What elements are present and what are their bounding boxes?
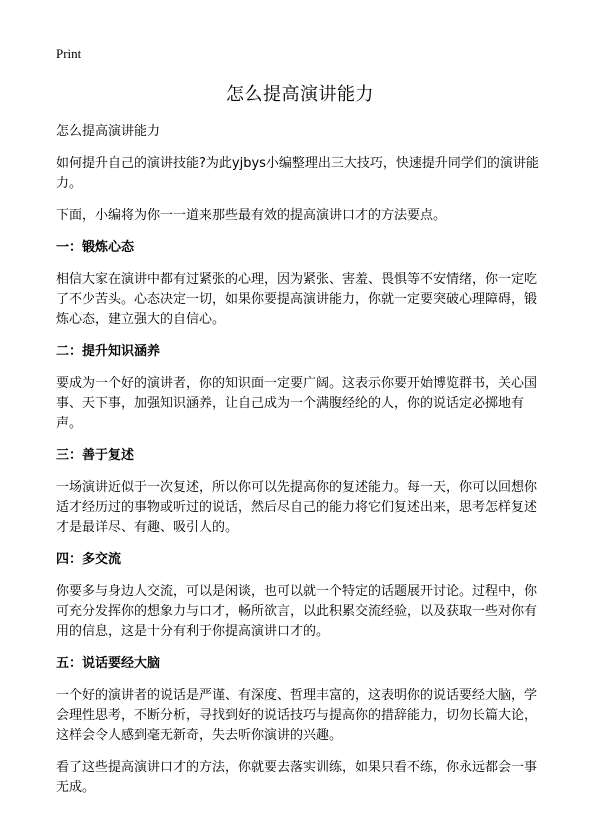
section-heading: 三：善于复述 bbox=[56, 448, 135, 463]
section-paragraph: 要成为一个好的演讲者，你的知识面一定要广阔。这表示你要开始博览群书，关心国事、天下事，加强知识涵养，让自己成为一个满腹经纶的人，你的说话定必掷地有声。 bbox=[56, 376, 538, 431]
print-link[interactable]: Print bbox=[56, 46, 82, 61]
page-title: 怎么提高演讲能力 bbox=[226, 84, 374, 105]
article-body bbox=[56, 122, 548, 810]
intro-paragraph: 下面，小编将为你一一道来那些最有效的提高演讲口才的方法要点。 bbox=[56, 208, 447, 223]
intro-paragraph: 如何提升自己的演讲技能?为此yjbys小编整理出三大技巧，快速提升同学们的演讲能力。 bbox=[56, 156, 539, 191]
section-paragraph: 你要多与身边人交流，可以是闲谈，也可以就一个特定的话题展开讨论。过程中，你可充分发挥你的想象力与口才，畅所欲言，以此积累交流经验，以及获取一些对你有用的信息，这是十分有利于你提高演讲口才的。 bbox=[56, 584, 538, 639]
section-heading: 一：锻炼心态 bbox=[56, 240, 135, 255]
conclusion-paragraph: 看了这些提高演讲口才的方法，你就要去落实训练，如果只看不练，你永远都会一事无成。 bbox=[56, 760, 538, 795]
article-subtitle: 怎么提高演讲能力 bbox=[56, 124, 161, 139]
section-paragraph: 相信大家在演讲中都有过紧张的心理，因为紧张、害羞、畏惧等不安情绪，你一定吃了不少苦头。心态决定一切，如果你要提高演讲能力，你就一定要突破心理障碍，锻炼心态，建立强大的自信心。 bbox=[56, 272, 538, 327]
section-paragraph: 一场演讲近似于一次复述，所以你可以先提高你的复述能力。每一天，你可以回想你适才经历过的事物或听过的说话，然后尽自己的能力将它们复述出来，思考怎样复述才是最详尽、有趣、吸引人的。 bbox=[56, 480, 538, 535]
section-heading: 二：提升知识涵养 bbox=[56, 344, 161, 359]
section-paragraph: 一个好的演讲者的说话是严谨、有深度、哲理丰富的，这表明你的说话要经大脑，学会理性思考，不断分析，寻找到好的说话技巧与提高你的措辞能力，切勿长篇大论，这样会令人感到毫无新奇，失去听你演讲的兴趣。 bbox=[56, 688, 538, 743]
section-heading: 四：多交流 bbox=[56, 552, 122, 567]
section-heading: 五：说话要经大脑 bbox=[56, 656, 161, 671]
